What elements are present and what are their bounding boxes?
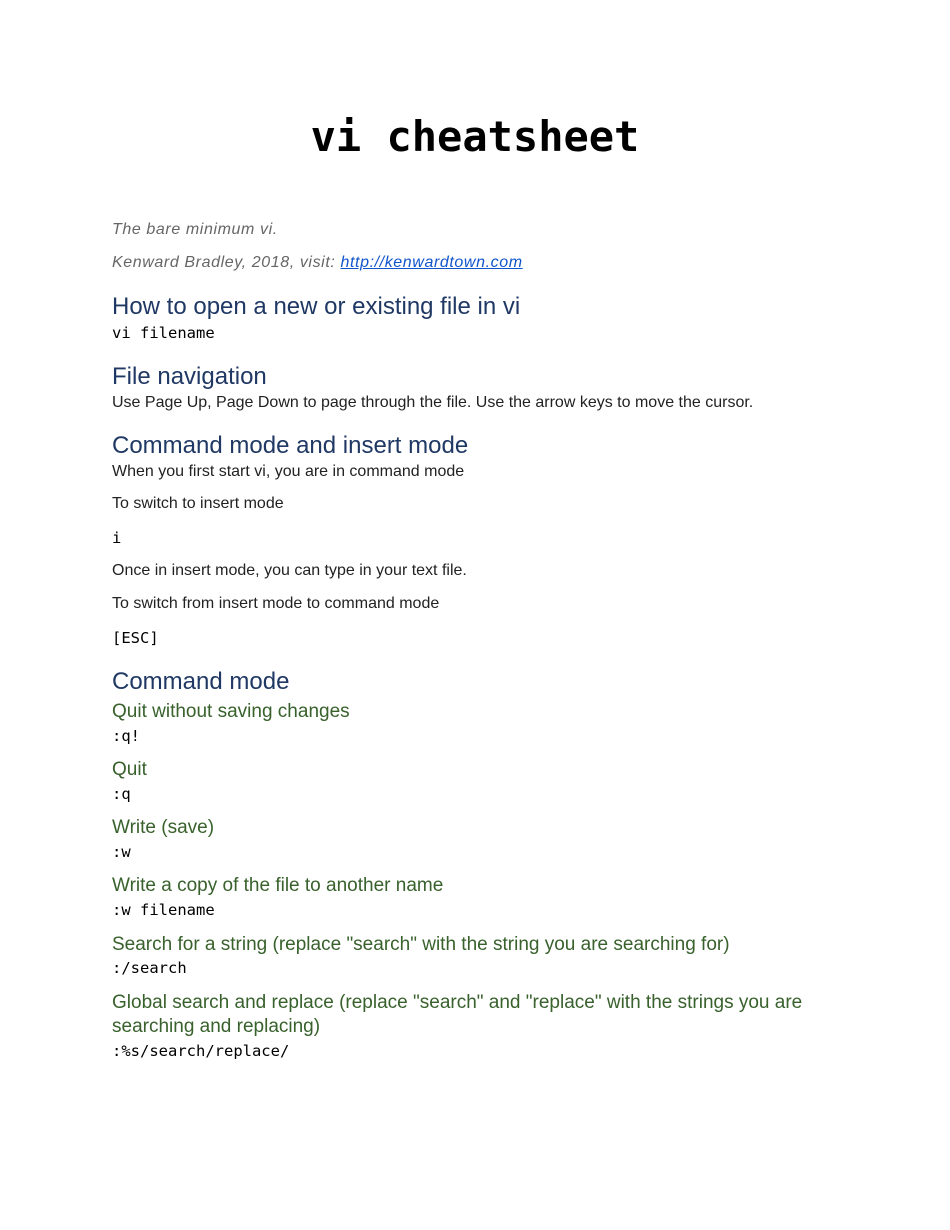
command-code-write-copy: :w filename bbox=[112, 901, 215, 919]
text-insert-typing: Once in insert mode, you can type in your text file. bbox=[112, 562, 467, 579]
code-open-file: vi filename bbox=[112, 324, 215, 342]
command-label-search: Search for a string (replace "search" with the string you are searching for) bbox=[112, 934, 730, 955]
command-code-write: :w bbox=[112, 843, 131, 861]
text-modes-start: When you first start vi, you are in command mode bbox=[112, 463, 465, 480]
subtitle: The bare minimum vi. bbox=[112, 221, 278, 238]
command-label-global-replace: Global search and replace (replace "search" and "replace" with the strings you are searching and replacing) bbox=[112, 992, 803, 1037]
heading-open-file: How to open a new or existing file in vi bbox=[112, 293, 521, 320]
heading-modes: Command mode and insert mode bbox=[112, 432, 469, 459]
command-code-quit-nosave: :q! bbox=[112, 727, 140, 745]
heading-file-navigation: File navigation bbox=[112, 363, 267, 390]
command-label-quit: Quit bbox=[112, 759, 147, 780]
code-escape-key: [ESC] bbox=[112, 629, 159, 647]
command-code-quit: :q bbox=[112, 785, 131, 803]
command-label-quit-nosave: Quit without saving changes bbox=[112, 701, 350, 722]
code-insert-key: i bbox=[112, 529, 122, 547]
text-file-navigation: Use Page Up, Page Down to page through the file. Use the arrow keys to move the cursor. bbox=[112, 394, 754, 411]
command-code-global-replace: :%s/search/replace/ bbox=[112, 1042, 290, 1060]
author-link[interactable]: http://kenwardtown.com bbox=[340, 254, 523, 271]
command-label-write: Write (save) bbox=[112, 817, 215, 838]
command-label-write-copy: Write a copy of the file to another name bbox=[112, 875, 444, 896]
text-switch-insert: To switch to insert mode bbox=[112, 495, 284, 512]
author-line bbox=[112, 254, 523, 272]
heading-command-mode: Command mode bbox=[112, 668, 290, 695]
author-text: Kenward Bradley, 2018, visit: bbox=[112, 254, 341, 271]
text-switch-command: To switch from insert mode to command mode bbox=[112, 595, 440, 612]
page-title: vi cheatsheet bbox=[310, 112, 640, 161]
command-code-search: :/search bbox=[112, 959, 187, 977]
